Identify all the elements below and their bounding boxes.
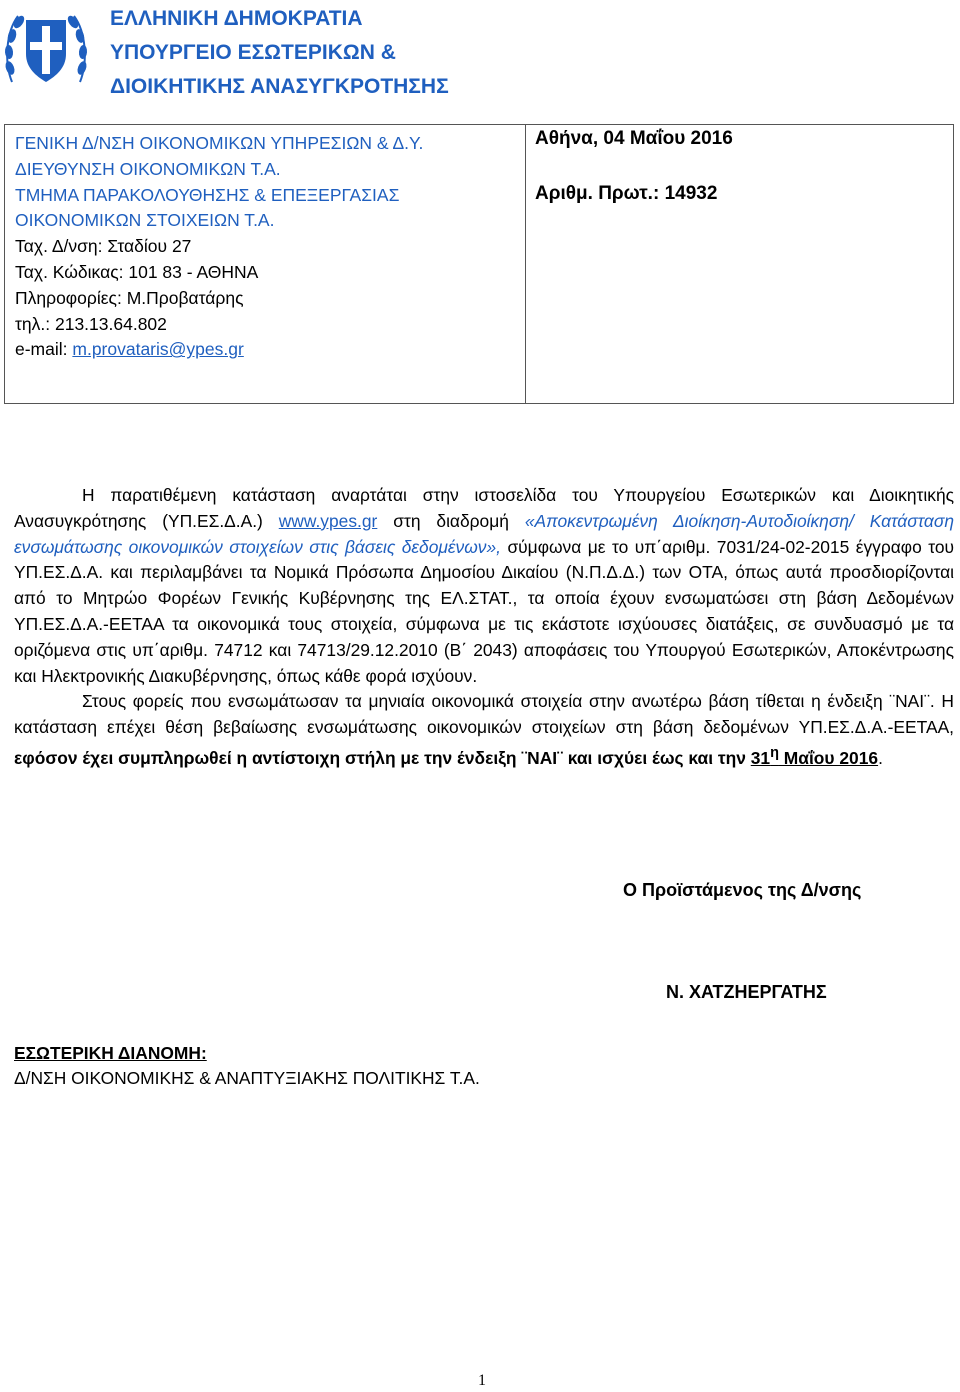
signature-name: Ν. ΧΑΤΖΗΕΡΓΑΤΗΣ: [666, 982, 827, 1002]
header-box: [4, 124, 954, 404]
p1-text-a: Η παρατιθέμενη κατάσταση αναρτάται στην ιστοσελίδα του Υπουργείου Εσωτερικών και Διοικητικής Ανασυγκρότησης (ΥΠ.ΕΣ.Δ.Α.): [14, 485, 954, 531]
email-link[interactable]: m.provataris@ypes.gr: [72, 339, 244, 360]
department-line-3: ΤΜΗΜΑ ΠΑΡΑΚΟΛΟΥΘΗΣΗΣ & ΕΠΕΞΕΡΓΑΣΙΑΣ: [15, 184, 400, 205]
p1-text-b: στη διαδρομή: [377, 510, 525, 531]
distribution-heading: ΕΣΩΤΕΡΙΚΗ ΔΙΑΝΟΜΗ:: [14, 1043, 207, 1063]
ministry-heading: [110, 2, 449, 104]
distribution-line: Δ/ΝΣΗ ΟΙΚΟΝΟΜΙΚΗΣ & ΑΝΑΠΤΥΞΙΑΚΗΣ ΠΟΛΙΤΙΚΗΣ Τ.Α.: [14, 1068, 480, 1088]
p2-text-a: Στους φορείς που ενσωμάτωσαν τα μηνιαία οικονομικά στοιχεία στην ανωτέρω βάση τίθεται η ένδειξη ¨ΝΑΙ¨. Η κατάσταση επέχει θέση βεβαίωσης ενσωμάτωσης οικονομικών στοιχείων στη βάση δεδομένων ΥΠ.ΕΣ.Δ.Α.-ΕΕΤΑΑ,: [14, 691, 954, 738]
department-line-2: ΔΙΕΥΘΥΝΣΗ ΟΙΚΟΝΟΜΙΚΩΝ Τ.Α.: [15, 158, 281, 179]
protocol-number: Αριθμ. Πρωτ.: 14932: [535, 183, 718, 204]
email-line: [15, 337, 423, 363]
department-line-4: ΟΙΚΟΝΟΜΙΚΩΝ ΣΤΟΙΧΕΙΩΝ Τ.Α.: [15, 210, 275, 231]
ministry-line-3: ΔΙΟΙΚΗΤΙΚΗΣ ΑΝΑΣΥΓΚΡΟΤΗΣΗΣ: [110, 75, 449, 98]
deadline-month: Μαΐου 2016: [778, 747, 879, 768]
department-info: [15, 131, 423, 363]
address: Ταχ. Δ/νση: Σταδίου 27: [15, 236, 192, 257]
department-line-1: ΓΕΝΙΚΗ Δ/ΝΣΗ ΟΙΚΟΝΟΜΙΚΩΝ ΥΠΗΡΕΣΙΩΝ & Δ.Υ.: [15, 133, 424, 153]
header-divider: [525, 125, 526, 403]
document-body: [14, 483, 954, 772]
phone: τηλ.: 213.13.64.802: [15, 313, 167, 334]
postal-code: Ταχ. Κώδικας: 101 83 - ΑΘΗΝΑ: [15, 261, 259, 282]
p1-text-c: σύμφωνα με το υπ΄αριθμ. 7031/24-02-2015 έγγραφο του ΥΠ.ΕΣ.Δ.Α. και περιλαμβάνει τα Νομικά Πρόσωπα Δημοσίου Δικαίου (Ν.Π.Δ.Δ.) των ΟΤΑ, όπως αυτά προσδιορίζονται από το Μητρώο Φορέων Γενικής Κυβέρνησης της ΕΛ.ΣΤΑΤ., τα οποία έχουν ενσωματώσει στη βάση Δεδομένων ΥΠ.ΕΣ.Δ.Α.-ΕΕΤΑΑ τα οικονομικά τους στοιχεία, σύμφωνα με τις εκάστοτε ισχύουσες διατάξεις, σε συνδυασμό με τα οριζόμενα στις υπ΄αριθμ. 74712 και 74713/29.12.2010 (Β΄ 2043) αποφάσεις του Υπουργού Εσωτερικών, Αποκέντρωσης και Ηλεκτρονικής Διακυβέρνησης, όπως κάθε φορά ισχύουν.: [14, 536, 954, 686]
page-number: 1: [478, 1372, 486, 1389]
p2-bold: [14, 744, 879, 768]
greek-coat-of-arms-icon: [0, 2, 92, 94]
site-path: «Αποκεντρωμένη Διοίκηση-Αυτοδιοίκηση/ Κατάσταση ενσωμάτωσης οικονομικών στοιχείων στις βάσεις δεδομένων»,: [14, 510, 954, 557]
deadline-day: 31: [750, 747, 771, 768]
p2-bold-text: εφόσον έχει συμπληρωθεί η αντίστοιχη στήλη με την ένδειξη ¨ΝΑΙ¨ και ισχύει έως και την: [14, 747, 751, 768]
ministry-line-2: ΥΠΟΥΡΓΕΙΟ ΕΣΩΤΕΡΙΚΩΝ &: [110, 41, 396, 64]
signature-title: Ο Προϊστάμενος της Δ/νσης: [623, 880, 862, 900]
deadline-date: [750, 744, 879, 768]
contact-info: Πληροφορίες: Μ.Προβατάρης: [15, 287, 244, 308]
p2-end: .: [878, 747, 883, 768]
email-label: e-mail:: [15, 339, 73, 360]
document-date: Αθήνα, 04 Μαΐου 2016: [535, 128, 733, 149]
ministry-line-1: ΕΛΛΗΝΙΚΗ ΔΗΜΟΚΡΑΤΙΑ: [110, 7, 363, 30]
deadline-suffix: η: [770, 744, 779, 761]
ypes-link[interactable]: www.ypes.gr: [278, 510, 378, 531]
paragraph-1: [14, 483, 954, 689]
paragraph-2: [14, 689, 954, 771]
